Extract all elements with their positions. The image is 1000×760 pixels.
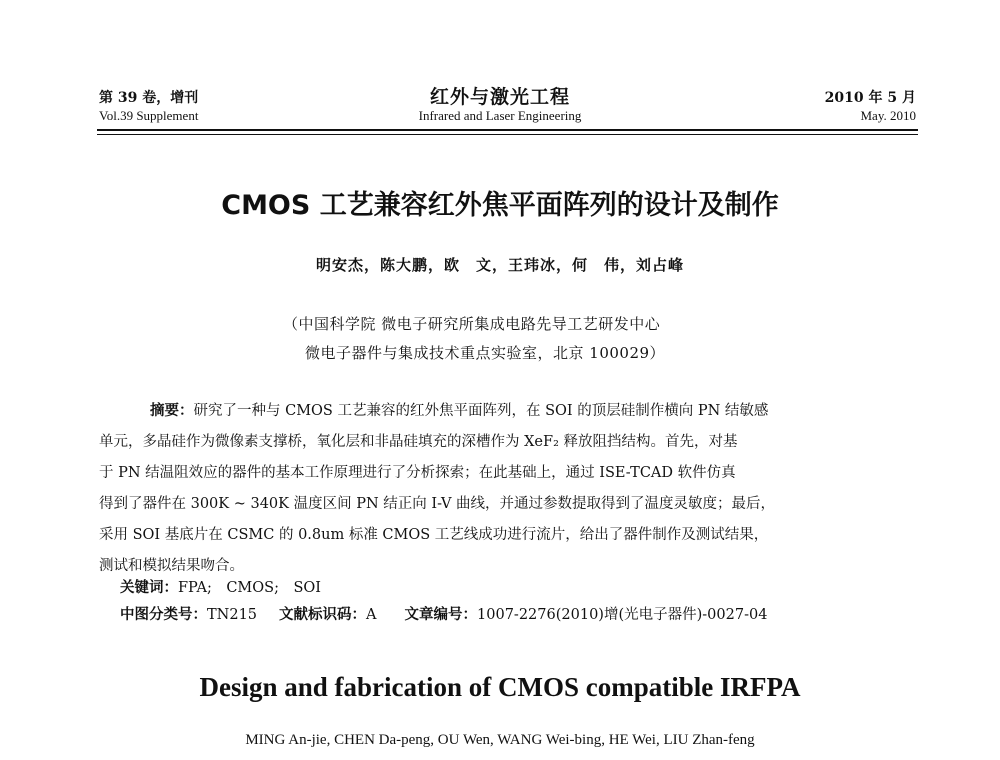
abstract-line: 于 PN 结温阻效应的器件的基本工作原理进行了分析探索；在此基础上，通过 ISE-TCAD 软件仿真 — [99, 465, 736, 481]
doc-code-value: A — [366, 607, 377, 623]
header-date-cn: 2010 年 5 月 — [824, 90, 916, 106]
article-number-value: 1007-2276(2010)增(光电子器件)-0027-04 — [477, 607, 768, 623]
header-rule-thin — [97, 134, 918, 135]
clc-value: TN215 — [207, 607, 258, 623]
abstract-text: 研究了一种与 CMOS 工艺兼容的红外焦平面阵列，在 SOI 的顶层硅制作横向 PN 结敏感 — [193, 403, 769, 419]
abstract-line — [150, 399, 919, 420]
abstract-line: 单元，多晶硅作为微像素支撑桥，氧化层和非晶硅填充的深槽作为 XeF₂ 释放阻挡结构。首先，对基 — [99, 434, 738, 450]
keywords-label: 关键词： — [120, 580, 178, 596]
journal-title-cn: 红外与激光工程 — [429, 86, 570, 108]
article-number-label: 文章编号： — [404, 607, 478, 623]
journal-title-en: Infrared and Laser Engineering — [418, 108, 582, 123]
keywords-value: FPA; CMOS; SOI — [178, 580, 322, 596]
header-volume-cn: 第 39 卷，增刊 — [99, 90, 199, 106]
keywords-line — [120, 576, 321, 597]
paper-title-en: Design and fabrication of CMOS compatible IRFPA — [199, 672, 801, 702]
header-rule-thick — [97, 129, 918, 131]
header-volume-en: Vol.39 Supplement — [99, 108, 199, 123]
affiliation-line-1: （中国科学院 微电子研究所集成电路先导工艺研发中心 — [283, 315, 661, 333]
abstract-label: 摘要： — [150, 403, 194, 419]
authors-cn: 明安杰，陈大鹏，欧 文，王玮冰，何 伟，刘占峰 — [315, 256, 684, 274]
paper-title-cn: CMOS 工艺兼容红外焦平面阵列的设计及制作 — [221, 190, 779, 221]
abstract-line: 得到了器件在 300K ~ 340K 温度区间 PN 结正向 I-V 曲线，并通过参数提取得到了温度灵敏度；最后， — [99, 496, 776, 512]
header-date-en: May. 2010 — [860, 108, 916, 123]
clc-label: 中图分类号： — [120, 607, 207, 623]
classification-line — [120, 603, 767, 624]
doc-code-label: 文献标识码： — [279, 607, 367, 623]
abstract-line: 测试和模拟结果吻合。 — [99, 558, 244, 574]
affiliation-line-2: 微电子器件与集成技术重点实验室，北京 100029） — [305, 344, 666, 362]
abstract-line: 采用 SOI 基底片在 CSMC 的 0.8um 标准 CMOS 工艺线成功进行流片，给出了器件制作及测试结果， — [99, 527, 769, 543]
authors-en: MING An-jie, CHEN Da-peng, OU Wen, WANG Wei-bing, HE Wei, LIU Zhan-feng — [245, 732, 755, 748]
